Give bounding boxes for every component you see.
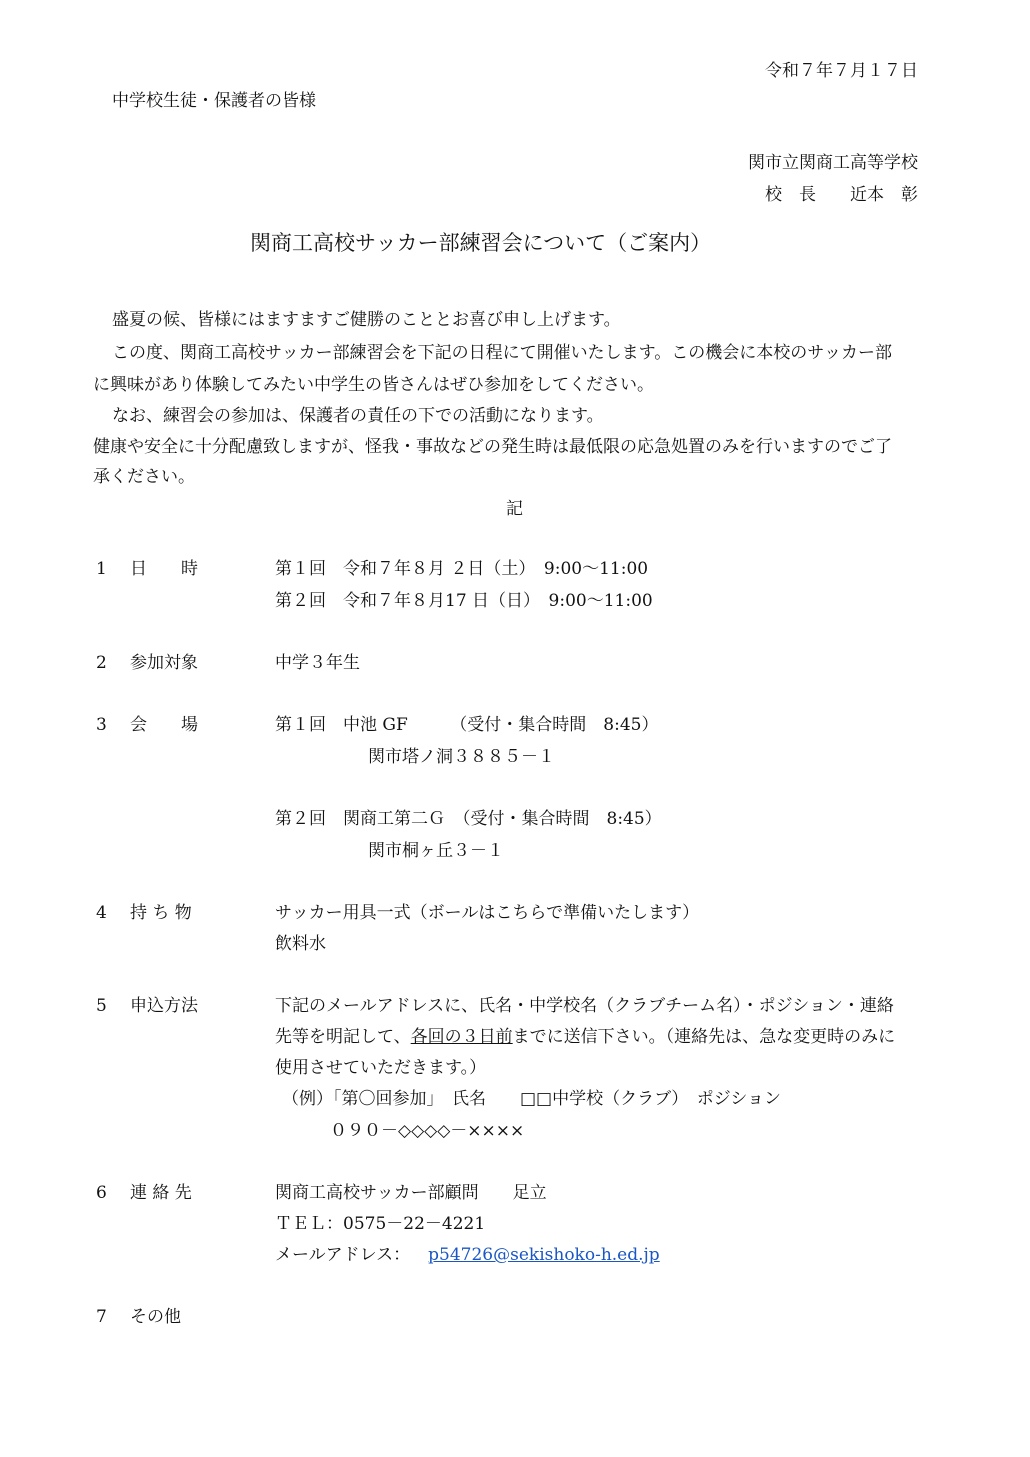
item-3-venue-1: 第１回 中池 GF （受付・集合時間 8:45） <box>275 715 659 735</box>
email-link[interactable]: p54726@sekishoko-h.ed.jp <box>428 1245 660 1265</box>
safety-paragraph-line-2: 承ください。 <box>93 467 195 487</box>
ki-heading: 記 <box>506 499 523 519</box>
item-1-number: 1 <box>96 559 107 579</box>
item-2-number: 2 <box>96 653 107 673</box>
item-3-number: 3 <box>96 715 107 735</box>
notice-paragraph: なお、練習会の参加は、保護者の責任の下での活動になります。 <box>112 406 604 426</box>
principal-name: 校 長 近本 彰 <box>765 185 918 205</box>
greeting-paragraph: 盛夏の候、皆様にはますますご健勝のこととお喜び申し上げます。 <box>112 310 621 330</box>
item-5-example: （例）「第〇回参加」 氏名 □□中学校（クラブ） ポジション <box>282 1089 782 1109</box>
item-3-venue-2-address: 関市桐ヶ丘３－１ <box>368 841 504 861</box>
item-7-label: その他 <box>130 1307 181 1327</box>
item-6-mail-row <box>275 1244 660 1266</box>
item-5-number: 5 <box>96 996 107 1016</box>
item-6-contact-person: 関商工高校サッカー部顧問 足立 <box>275 1183 547 1203</box>
item-5-line-2 <box>275 1026 895 1048</box>
school-name: 関市立関商工高等学校 <box>748 153 918 173</box>
item-5-example-phone: ０９０－◇◇◇◇－×××× <box>330 1121 525 1141</box>
item-1-session-2: 第２回 令和７年８月17 日（日） 9:00～11:00 <box>275 591 653 611</box>
item-5-line-2-post: までに送信下さい。（連絡先は、急な変更時のみに <box>512 1027 896 1047</box>
document-date: 令和７年７月１７日 <box>765 61 918 81</box>
item-4-line-1: サッカー用具一式（ボールはこちらで準備いたします） <box>275 903 700 923</box>
item-5-deadline-underlined: 各回の３日前 <box>410 1027 513 1047</box>
item-6-telephone: ＴＥＬ：0575－22－4221 <box>275 1214 486 1234</box>
item-6-mail-label: メールアドレス： <box>275 1245 411 1265</box>
recipient-line: 中学校生徒・保護者の皆様 <box>112 91 316 111</box>
intro-paragraph-line-1: この度、関商工高校サッカー部練習会を下記の日程にて開催いたします。この機会に本校のサッカー部 <box>112 343 892 363</box>
item-1-label: 日 時 <box>130 559 198 579</box>
item-6-number: 6 <box>96 1183 107 1203</box>
item-2-value: 中学３年生 <box>275 653 360 673</box>
document-title: 関商工高校サッカー部練習会について（ご案内） <box>250 231 712 255</box>
item-3-venue-2: 第２回 関商工第二Ｇ （受付・集合時間 8:45） <box>275 809 662 829</box>
item-4-number: 4 <box>96 903 107 923</box>
item-5-label: 申込方法 <box>130 996 198 1016</box>
item-4-label: 持 ち 物 <box>130 903 192 923</box>
item-5-line-2-pre: 先等を明記して、 <box>275 1027 411 1047</box>
intro-paragraph-line-2: に興味があり体験してみたい中学生の皆さんはぜひ参加をしてください。 <box>93 375 654 395</box>
item-3-label: 会 場 <box>130 715 198 735</box>
item-5-line-1: 下記のメールアドレスに、氏名・中学校名（クラブチーム名）・ポジション・連絡 <box>275 996 894 1016</box>
item-6-label: 連 絡 先 <box>130 1183 192 1203</box>
item-2-label: 参加対象 <box>130 653 198 673</box>
item-7-number: 7 <box>96 1307 107 1327</box>
item-5-line-3: 使用させていただきます。） <box>275 1058 487 1078</box>
safety-paragraph-line-1: 健康や安全に十分配慮致しますが、怪我・事故などの発生時は最低限の応急処置のみを行いますのでご了 <box>93 437 892 457</box>
item-3-venue-1-address: 関市塔ノ洞３８８５－１ <box>368 747 555 767</box>
item-1-session-1: 第１回 令和７年８月 ２日（土） 9:00～11:00 <box>275 559 649 579</box>
item-4-line-2: 飲料水 <box>275 934 326 954</box>
